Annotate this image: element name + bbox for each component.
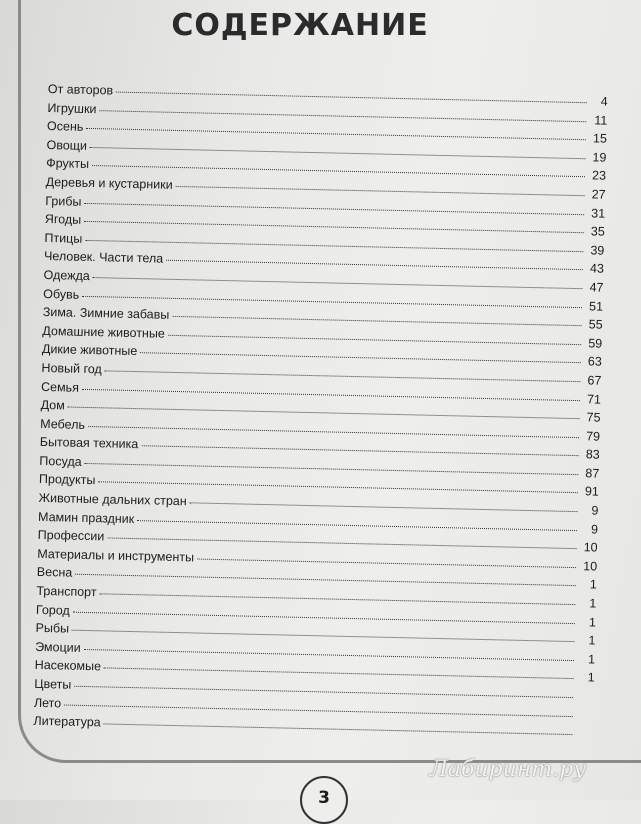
- toc-entry-title: Деревья и кустарники: [46, 175, 173, 192]
- dot-leader: [92, 164, 585, 177]
- dot-leader: [64, 703, 573, 717]
- page-title: СОДЕРЖАНИЕ: [0, 8, 600, 43]
- toc-entry-title: Посуда: [39, 454, 82, 469]
- dot-leader: [68, 406, 580, 420]
- toc-entry-page: 1: [578, 615, 596, 629]
- toc-entry-page: 10: [579, 540, 597, 554]
- toc-entry-title: Дикие животные: [42, 342, 138, 358]
- toc-entry-title: Семья: [41, 379, 79, 394]
- toc-entry-title: Литература: [33, 714, 101, 730]
- toc-entry-page: 19: [588, 150, 606, 164]
- toc-entry-title: Бытовая техника: [40, 435, 139, 451]
- dot-leader: [99, 109, 586, 122]
- dot-leader: [82, 294, 582, 307]
- toc-entry-page: 79: [582, 429, 600, 443]
- toc-entry-title: Человек. Части тела: [44, 249, 163, 266]
- toc-entry-title: Овощи: [46, 138, 87, 153]
- toc-entry-title: Город: [36, 602, 70, 617]
- dot-leader: [93, 276, 583, 289]
- toc-entry-title: Рыбы: [35, 621, 69, 636]
- toc-entry-page: 1: [579, 578, 597, 592]
- dot-leader: [116, 91, 587, 104]
- dot-leader: [72, 629, 574, 642]
- dot-leader: [172, 315, 581, 326]
- toc-entry-page: 15: [589, 131, 607, 145]
- toc-entry-page: 9: [580, 503, 598, 517]
- toc-entry-title: Дом: [41, 398, 65, 413]
- toc-entry-title: Транспорт: [36, 584, 96, 599]
- dot-leader: [85, 239, 583, 252]
- toc-entry-page: 1: [577, 652, 595, 666]
- toc-entry-page: 47: [585, 280, 603, 294]
- toc-entry-title: Обувь: [43, 286, 79, 301]
- dot-leader: [90, 146, 585, 159]
- dot-leader: [74, 685, 573, 698]
- toc-entry-page: 91: [581, 485, 599, 499]
- dot-leader: [84, 220, 584, 233]
- toc-entry-title: Мебель: [40, 417, 85, 432]
- toc-entry-title: Игрушки: [47, 101, 96, 116]
- toc-entry-page: 71: [583, 392, 601, 406]
- toc-entry-page: 1: [578, 596, 596, 610]
- toc-entry-page: 67: [583, 373, 601, 387]
- dot-leader: [176, 185, 585, 196]
- dot-leader: [141, 444, 578, 456]
- toc-entry-title: Цветы: [34, 677, 71, 692]
- dot-leader: [86, 127, 586, 140]
- table-of-contents: [32, 82, 608, 785]
- dot-leader: [84, 648, 574, 661]
- dot-leader: [105, 369, 581, 382]
- dot-leader: [88, 425, 579, 438]
- dot-leader: [98, 481, 577, 494]
- toc-entry-page: 43: [586, 262, 604, 276]
- dot-leader: [82, 387, 580, 400]
- dot-leader: [166, 259, 583, 270]
- dot-leader: [197, 557, 576, 568]
- toc-entry-page: 23: [588, 169, 606, 183]
- toc-entry-page: 39: [586, 243, 604, 257]
- toc-entry-title: Ягоды: [45, 212, 82, 227]
- toc-entry-title: От авторов: [48, 82, 114, 97]
- toc-entry-page: 9: [580, 522, 598, 536]
- toc-entry-title: Лето: [34, 695, 62, 710]
- toc-entry-page: 55: [584, 317, 602, 331]
- toc-entry-page: 4: [590, 94, 608, 108]
- toc-entry-page: 11: [589, 113, 607, 127]
- toc-entry-title: Фрукты: [46, 156, 89, 171]
- toc-entry-page: 83: [582, 447, 600, 461]
- toc-entry-page: 10: [579, 559, 597, 573]
- dot-leader: [84, 201, 584, 214]
- dot-leader: [73, 610, 575, 623]
- dot-leader: [137, 519, 577, 531]
- toc-entry-title: Зима. Зимние забавы: [43, 305, 170, 322]
- dot-leader: [104, 667, 574, 680]
- toc-entry-page: 27: [587, 187, 605, 201]
- dot-leader: [190, 501, 578, 512]
- toc-entry-page: 87: [581, 466, 599, 480]
- dot-leader: [140, 351, 581, 363]
- toc-entry-title: Одежда: [43, 268, 89, 283]
- toc-entry-title: Осень: [47, 119, 84, 134]
- toc-entry-page: 35: [587, 224, 605, 238]
- toc-entry-title: Эмоции: [35, 640, 81, 655]
- toc-entry-title: Материалы и инструменты: [37, 547, 194, 565]
- toc-entry-title: Животные дальних стран: [38, 491, 186, 508]
- toc-entry-page: 51: [585, 299, 603, 313]
- toc-entry-page: 59: [584, 336, 602, 350]
- toc-entry-title: Новый год: [41, 361, 102, 376]
- toc-entry-page: 75: [582, 410, 600, 424]
- watermark: Лабиринт.ру: [429, 757, 586, 782]
- toc-entry-page: 1: [576, 671, 594, 685]
- dot-leader: [75, 573, 576, 586]
- toc-entry-page: 1: [577, 633, 595, 647]
- dot-leader: [100, 592, 576, 605]
- page-number-badge: 3: [300, 776, 348, 824]
- toc-entry-title: Весна: [37, 565, 73, 580]
- toc-entry-title: Продукты: [39, 472, 96, 487]
- toc-entry-page: 63: [584, 355, 602, 369]
- dot-leader: [104, 723, 573, 736]
- toc-entry-title: Профессии: [38, 528, 105, 544]
- toc-entry-page: 31: [587, 206, 605, 220]
- toc-entry-title: Птицы: [44, 231, 82, 246]
- toc-entry-title: Мамин праздник: [38, 510, 134, 526]
- toc-entry-title: Домашние животные: [42, 324, 165, 341]
- toc-entry-title: Насекомые: [35, 658, 102, 674]
- dot-leader: [168, 334, 581, 345]
- toc-entry-title: Грибы: [45, 194, 81, 209]
- dot-leader: [85, 462, 579, 475]
- dot-leader: [107, 537, 576, 550]
